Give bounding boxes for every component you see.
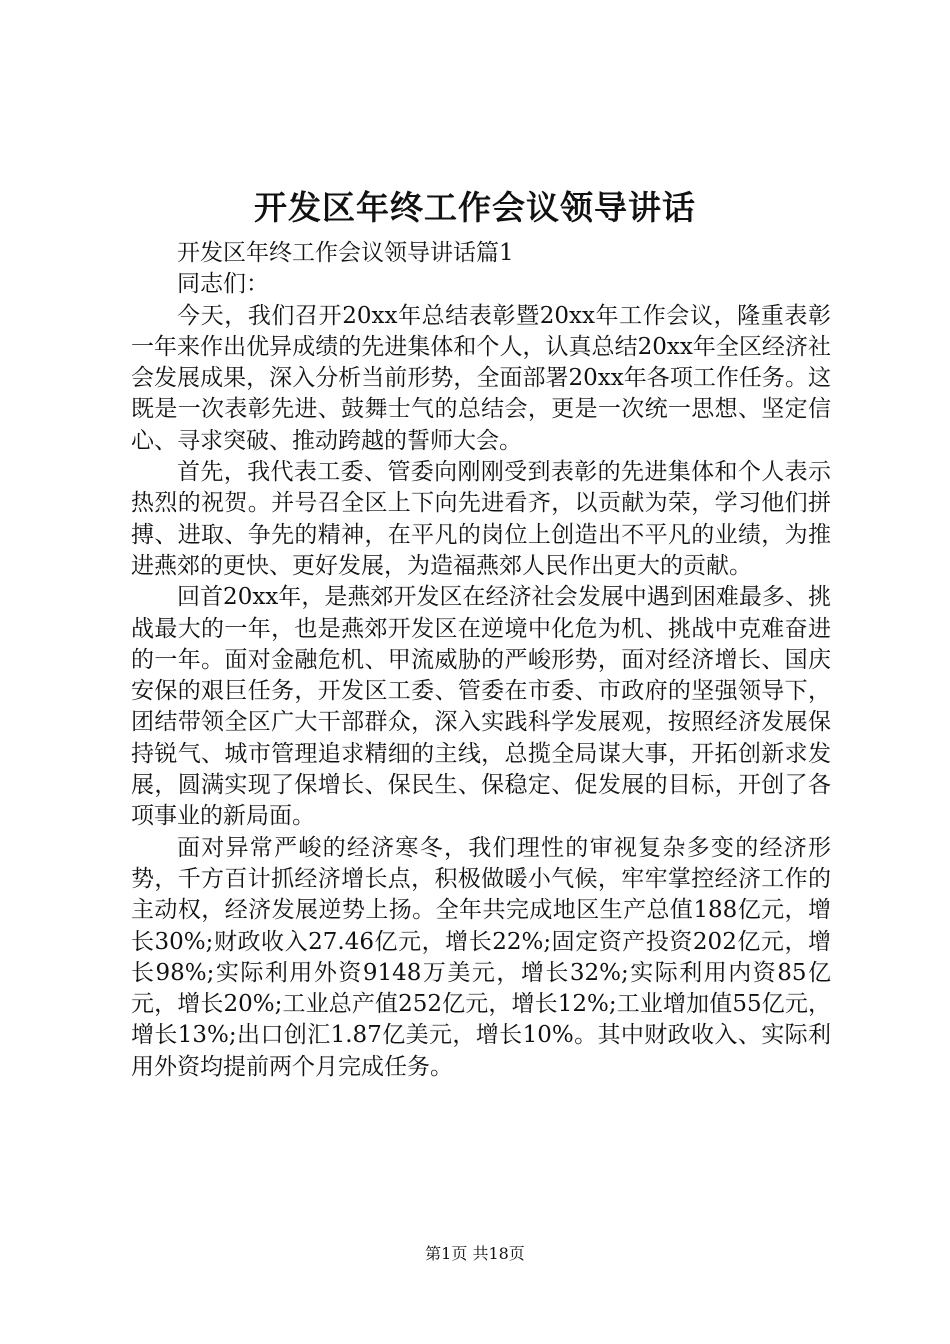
paragraph-4: 面对异常严峻的经济寒冬，我们理性的审视复杂多变的经济形势，千方百计抓经济增长点，积极做暖小气候，牢牢掌控经济工作的主动权，经济发展逆势上扬。全年共完成地区生产总值188亿元，增长30%;财政收入27.46亿元，增长22%;固定资产投资202亿元，增长98%;实际利用外资9148万美元，增长32%;实际利用内资85亿元，增长20%;工业总产值252亿元，增长12%;工业增加值55亿元，增长13%;出口创汇1.87亿美元，增长10%。其中财政收入、实际利用外资均提前两个月完成任务。 <box>131 834 831 1080</box>
paragraph-2: 首先，我代表工委、管委向刚刚受到表彰的先进集体和个人表示热烈的祝贺。并号召全区上下向先进看齐，以贡献为荣，学习他们拼搏、进取、争先的精神，在平凡的岗位上创造出不平凡的业绩，为推进燕郊的更快、更好发展，为造福燕郊人民作出更大的贡献。 <box>131 459 831 579</box>
section-heading: 开发区年终工作会议领导讲话篇1 <box>177 240 514 266</box>
page-number-footer: 第1页 共18页 <box>425 1244 525 1263</box>
document-body <box>131 238 831 1083</box>
paragraph-1: 今天，我们召开20xx年总结表彰暨20xx年工作会议，隆重表彰一年来作出优异成绩的先进集体和个人，认真总结20xx年全区经济社会发展成果，深入分析当前形势，全面部署20xx年各项工作任务。这既是一次表彰先进、鼓舞士气的总结会，更是一次统一思想、坚定信心、寻求突破、推动跨越的誓师大会。 <box>131 302 831 454</box>
paragraph-3: 回首20xx年，是燕郊开发区在经济社会发展中遇到困难最多、挑战最大的一年，也是燕郊开发区在逆境中化危为机、挑战中克难奋进的一年。面对金融危机、甲流威胁的严峻形势，面对经济增长、国庆安保的艰巨任务，开发区工委、管委在市委、市政府的坚强领导下，团结带领全区广大干部群众，深入实践科学发展观，按照经济发展保持锐气、城市管理追求精细的主线，总揽全局谋大事，开拓创新求发展，圆满实现了保增长、保民生、保稳定、促发展的目标，开创了各项事业的新局面。 <box>131 584 831 830</box>
salutation: 同志们： <box>177 271 269 298</box>
document-title: 开发区年终工作会议领导讲话 <box>254 188 696 227</box>
